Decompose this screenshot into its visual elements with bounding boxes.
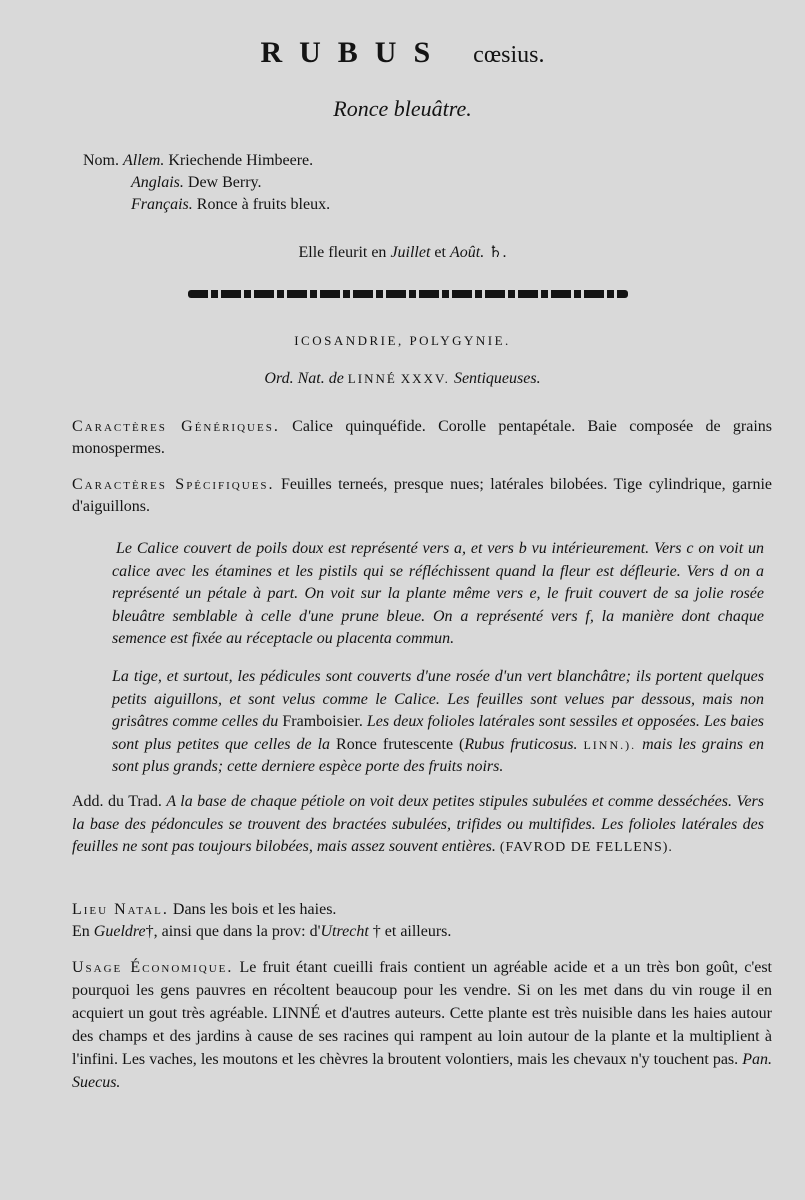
flowering-line — [0, 242, 805, 262]
habitat-text: †, ainsi que dans la prov: d' — [145, 923, 321, 940]
habitat-text: En — [72, 923, 90, 940]
flowering-month: Août. — [449, 244, 485, 261]
section-text: Calice quinquéfide. Corolle pentapétale. Baie composée de grains monospermes. — [72, 418, 773, 457]
names-prefix: Nom. — [83, 152, 119, 169]
species-name: cœsius. — [473, 42, 545, 68]
lang-label: Allem. — [123, 152, 165, 169]
section-text: Feuilles terneés, presque nues; latérales bilobées. Tige cylindrique, garnie d'aiguillons. — [72, 476, 773, 515]
addendum-credit: (FAVROD DE FELLENS). — [499, 840, 673, 855]
section-heading: Usage Économique. — [72, 959, 234, 976]
description-paragraph-2 — [112, 666, 764, 779]
addendum-text: A la base de chaque pétiole on voit deux petites stipules subulées et comme desséchées. Vers la base des pédoncules se trouvent des bractées subulées, trifides ou multifides. Les folioles latérales des feuilles ne sont pas toujours bilobées, mais assez souvent entières. — [72, 793, 764, 855]
plant-name: Framboisier. — [282, 713, 363, 730]
section-text: Dans les bois et les haies. — [172, 901, 337, 918]
place-name: Utrecht — [320, 923, 369, 940]
description-text: La tige, et surtout, les pédicules sont couverts d'une rosée d'un vert blanchâtre; ils portent quelques petits aiguillons, et sont velus comme le Calice. Les feuilles sont velues par dessous, mais non grisâtres comme celles du — [112, 668, 764, 730]
species-title — [0, 36, 805, 70]
order-lead: Ord. Nat. de — [264, 370, 344, 387]
place-name: Gueldre — [93, 923, 146, 940]
flowering-text: et — [434, 244, 446, 261]
vernacular-names — [83, 150, 330, 216]
saturn-symbol-icon: ♄. — [488, 244, 507, 261]
order-author: LINNÉ — [347, 371, 397, 386]
linnaean-class: ICOSANDRIE, POLYGYNIE. — [294, 333, 511, 348]
section-heading: Lieu Natal. — [72, 901, 169, 918]
order-name: Sentiqueuses. — [453, 370, 541, 387]
name-row-english — [83, 172, 330, 194]
decorative-rule — [188, 290, 628, 298]
name-row-french — [83, 194, 330, 216]
section-heading: Caractères Génériques. — [72, 418, 280, 435]
vernacular-name: Dew Berry. — [187, 174, 262, 191]
source-citation: Pan. Suecus. — [72, 1051, 772, 1091]
lang-label: Français. — [131, 196, 193, 213]
section-text: Le fruit étant cueilli frais contient un agréable acide et a un très bon goût, c'est pourquoi les gens pauvres en récoltent beaucoup pour les vendre. Si on les met dans du vin rouge il en acquiert un gout très agréable. LINNÉ et d'autres auteurs. Cette plante est très nuisible dans les haies autour des champs et des jardins à cause de ses racines qui rampent au loin autour de la plante et la multiplient à l'infini. Les vaches, les moutons et les chèvres la broutent volontiers, mais les chevaux n'y touchent pas. — [72, 959, 773, 1068]
generic-characters — [72, 416, 772, 460]
native-habitat — [72, 899, 772, 943]
flowering-month: Juillet — [390, 244, 431, 261]
description-paragraph-1: Le Calice couvert de poils doux est représenté vers a, et vers b vu intérieurement. Vers c on voit un calice avec les étamines et les pistils qui se réfléchissent quand la fleur est défleurie. Vers d on a représenté un pétale à part. On voit sur la plante même vers e, le fruit couvert de sa jolie rosée bleuâtre semblable à celle d'une prune bleue. On a représenté vers f, la manière dont chaque semence est fixée au réceptacle ou placenta commun. — [112, 540, 764, 647]
natural-order — [0, 370, 805, 388]
vernacular-name: Ronce à fruits bleux. — [196, 196, 331, 213]
description-text: mais les grains en sont plus grands; cette derniere espèce porte des fruits noirs. — [112, 735, 765, 775]
genus-name: RUBUS — [260, 36, 448, 69]
translator-addendum — [72, 791, 764, 860]
common-name: Ronce bleuâtre. — [333, 96, 472, 121]
order-number: XXXV. — [400, 371, 450, 386]
section-heading: Caractères Spécifiques. — [72, 476, 275, 493]
habitat-text: † et ailleurs. — [372, 923, 452, 940]
addendum-label: Add. du Trad. — [72, 793, 162, 810]
economic-use — [72, 956, 772, 1094]
flowering-text: Elle fleurit en — [298, 244, 387, 261]
latin-name: Rubus fruticosus. — [464, 735, 578, 753]
habitat-line-2 — [72, 921, 772, 943]
author-abbrev: LINN.). — [583, 737, 637, 752]
habitat-line-1 — [72, 899, 772, 921]
description-text: Les deux folioles latérales sont sessiles et opposées. Les baies sont plus petites que celles de la — [112, 713, 765, 753]
specific-characters — [72, 474, 772, 518]
vernacular-name: Kriechende Himbeere. — [168, 152, 314, 169]
name-row-german — [83, 150, 330, 172]
lang-label: Anglais. — [131, 174, 184, 191]
plant-name: Ronce frutescente ( — [336, 735, 465, 753]
